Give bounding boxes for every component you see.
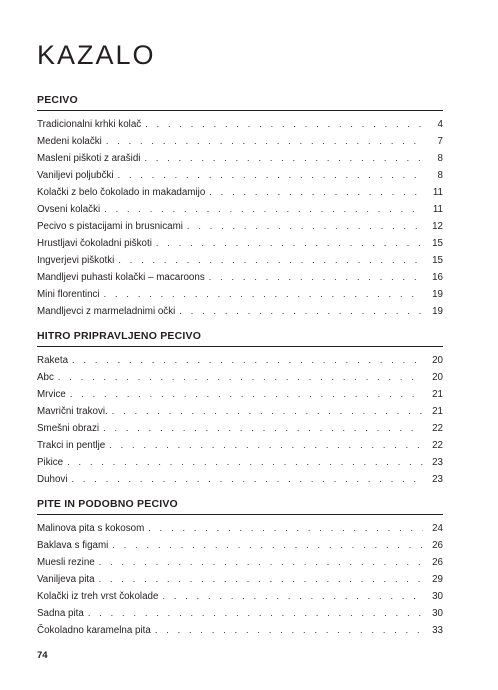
toc-entry: [37, 369, 443, 386]
toc-entry-page: 16: [432, 272, 443, 283]
toc-entry-page: 20: [432, 372, 443, 383]
dot-leader: [144, 150, 423, 167]
toc-entry-label: Pikice: [37, 457, 64, 468]
toc-entry-page: 30: [432, 608, 443, 619]
toc-entry-label: Čokoladno karamelna pita: [37, 625, 151, 636]
section-divider: [37, 110, 443, 111]
toc-entry: [37, 218, 443, 235]
dot-leader: [72, 352, 423, 369]
toc-entry: [37, 235, 443, 252]
dot-leader: [187, 218, 423, 235]
dot-leader: [104, 286, 423, 303]
toc-entry: [37, 454, 443, 471]
dot-leader: [112, 403, 423, 420]
toc-entry-page: 11: [432, 204, 443, 215]
toc-entry: [37, 571, 443, 588]
toc-entry-label: Kolački z belo čokolado in makadamijo: [37, 187, 206, 198]
toc-entry: [37, 386, 443, 403]
toc-entry-label: Kolački iz treh vrst čokolade: [37, 591, 159, 602]
section-divider: [37, 346, 443, 347]
toc-entry-page: 33: [432, 625, 443, 636]
entry-list: [37, 116, 443, 320]
dot-leader: [104, 201, 423, 218]
dot-leader: [99, 554, 423, 571]
toc-entry-label: Sadna pita: [37, 608, 84, 619]
dot-leader: [162, 588, 423, 605]
toc-entry-label: Mrvice: [37, 389, 66, 400]
toc-entry: [37, 437, 443, 454]
toc-entry-label: Abc: [37, 372, 54, 383]
toc-entry-label: Muesli rezine: [37, 557, 95, 568]
toc-entry-page: 29: [432, 574, 443, 585]
toc-entry-page: 15: [432, 255, 443, 266]
section-heading: PITE IN PODOBNO PECIVO: [37, 498, 178, 510]
dot-leader: [145, 116, 423, 133]
toc-entry-page: 23: [432, 474, 443, 485]
toc-entry: [37, 554, 443, 571]
toc-entry-page: 15: [432, 238, 443, 249]
dot-leader: [118, 167, 423, 184]
dot-leader: [156, 235, 423, 252]
toc-entry: [37, 420, 443, 437]
section-divider: [37, 514, 443, 515]
toc-entry-label: Mandljevci z marmeladnimi očki: [37, 306, 176, 317]
toc-entry-page: 24: [432, 523, 443, 534]
toc-entry-label: Baklava s figami: [37, 540, 109, 551]
dot-leader: [106, 133, 423, 150]
section-hitro-pripravljeno-pecivo: [37, 329, 443, 488]
toc-entry: [37, 269, 443, 286]
toc-entry-label: Hrustljavi čokoladni piškoti: [37, 238, 152, 249]
dot-leader: [109, 437, 423, 454]
toc-entry-page: 26: [432, 540, 443, 551]
toc-entry-page: 20: [432, 355, 443, 366]
toc-entry-page: 7: [437, 136, 443, 147]
toc-entry-label: Ingverjevi piškotki: [37, 255, 115, 266]
toc-entry: [37, 116, 443, 133]
dot-leader: [72, 471, 424, 488]
toc-entry-label: Malinova pita s kokosom: [37, 523, 145, 534]
dot-leader: [112, 537, 423, 554]
toc-entry-label: Smešni obrazi: [37, 423, 100, 434]
toc-entry: [37, 605, 443, 622]
toc-entry-label: Mini florentinci: [37, 289, 100, 300]
toc-entry-page: 21: [432, 406, 443, 417]
section-heading: PECIVO: [37, 94, 78, 106]
toc-entry: [37, 167, 443, 184]
toc-entry-page: 22: [432, 423, 443, 434]
toc-entry-label: Tradicionalni krhki kolač: [37, 119, 142, 130]
toc-entry: [37, 252, 443, 269]
entry-list: [37, 352, 443, 488]
dot-leader: [209, 184, 423, 201]
toc-entry-label: Duhovi: [37, 474, 68, 485]
toc-entry-label: Ovseni kolački: [37, 204, 101, 215]
toc-entry-page: 21: [432, 389, 443, 400]
toc-entry-label: Raketa: [37, 355, 69, 366]
toc-entry: [37, 622, 443, 639]
dot-leader: [58, 369, 423, 386]
toc-entry-label: Masleni piškoti z arašidi: [37, 153, 141, 164]
toc-entry: [37, 537, 443, 554]
toc-entry-label: Pecivo s pistacijami in brusnicami: [37, 221, 183, 232]
toc-entry-page: 19: [432, 306, 443, 317]
toc-entry-page: 19: [432, 289, 443, 300]
dot-leader: [99, 571, 423, 588]
toc-entry-label: Mandljevi puhasti kolački – macaroons: [37, 272, 205, 283]
toc-entry-label: Medeni kolački: [37, 136, 102, 147]
toc-entry-page: 23: [432, 457, 443, 468]
toc-entry: [37, 520, 443, 537]
dot-leader: [148, 520, 423, 537]
page-number: 74: [37, 650, 48, 661]
dot-leader: [179, 303, 423, 320]
toc-entry: [37, 588, 443, 605]
entry-list: [37, 520, 443, 639]
toc-entry-page: 30: [432, 591, 443, 602]
dot-leader: [70, 386, 423, 403]
toc-entry-page: 22: [432, 440, 443, 451]
dot-leader: [103, 420, 423, 437]
toc-entry-page: 11: [432, 187, 443, 198]
dot-leader: [67, 454, 423, 471]
toc-entry-label: Mavrični trakovi.: [37, 406, 108, 417]
toc-entry: [37, 352, 443, 369]
toc-entry-label: Vaniljeva pita: [37, 574, 95, 585]
toc-entry: [37, 403, 443, 420]
toc-entry-label: Vaniljevi poljubčki: [37, 170, 114, 181]
dot-leader: [118, 252, 423, 269]
toc-entry: [37, 471, 443, 488]
toc-entry: [37, 184, 443, 201]
page-title: KAZALO: [37, 40, 156, 70]
dot-leader: [155, 622, 423, 639]
toc-entry: [37, 133, 443, 150]
dot-leader: [88, 605, 423, 622]
section-pite-in-podobno-pecivo: [37, 497, 443, 639]
toc-entry: [37, 150, 443, 167]
toc-entry-page: 12: [432, 221, 443, 232]
toc-entry-label: Trakci in pentlje: [37, 440, 106, 451]
toc-entry-page: 4: [437, 119, 443, 130]
toc-entry-page: 26: [432, 557, 443, 568]
toc-entry: [37, 201, 443, 218]
toc-entry-page: 8: [437, 153, 443, 164]
section-heading: HITRO PRIPRAVLJENO PECIVO: [37, 330, 202, 342]
toc-entry: [37, 303, 443, 320]
section-pecivo: [37, 93, 443, 320]
dot-leader: [209, 269, 423, 286]
toc-entry: [37, 286, 443, 303]
toc-entry-page: 8: [437, 170, 443, 181]
